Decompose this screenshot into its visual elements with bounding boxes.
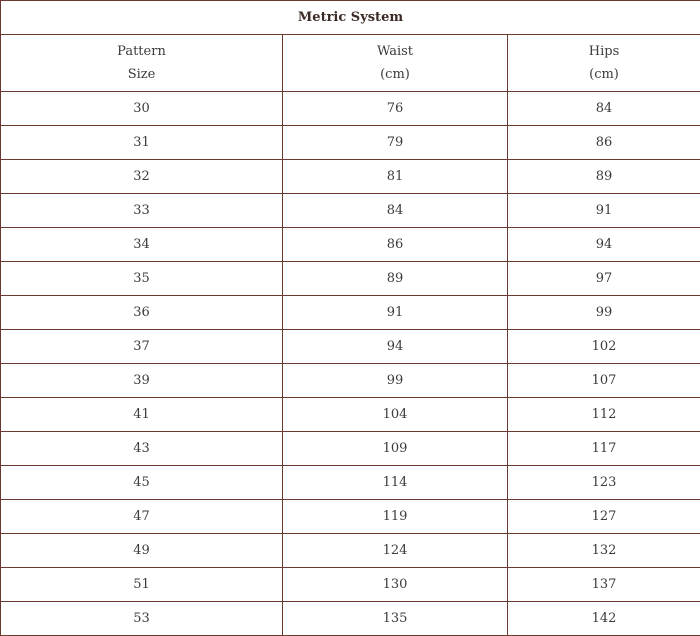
cell-hips: 89 [508,160,700,194]
cell-waist: 94 [283,330,508,364]
table-row [1,160,700,194]
cell-pattern-size: 47 [1,500,283,534]
cell-waist: 114 [283,466,508,500]
cell-waist: 84 [283,194,508,228]
cell-pattern-size: 37 [1,330,283,364]
table-body [1,92,700,636]
table-row [1,466,700,500]
table-row [1,432,700,466]
cell-hips: 94 [508,228,700,262]
table-row [1,602,700,636]
cell-hips: 137 [508,568,700,602]
cell-waist: 124 [283,534,508,568]
table-row [1,330,700,364]
cell-pattern-size: 36 [1,296,283,330]
cell-waist: 99 [283,364,508,398]
table-row [1,194,700,228]
cell-hips: 112 [508,398,700,432]
column-header-hips [508,35,700,92]
cell-pattern-size: 53 [1,602,283,636]
table-row [1,364,700,398]
header-line: Waist [376,44,414,59]
cell-pattern-size: 49 [1,534,283,568]
cell-waist: 81 [283,160,508,194]
cell-hips: 99 [508,296,700,330]
table-row [1,92,700,126]
cell-pattern-size: 41 [1,398,283,432]
cell-waist: 89 [283,262,508,296]
table-row [1,228,700,262]
cell-pattern-size: 45 [1,466,283,500]
cell-hips: 102 [508,330,700,364]
cell-hips: 123 [508,466,700,500]
cell-pattern-size: 51 [1,568,283,602]
cell-pattern-size: 33 [1,194,283,228]
table-title: Metric System [1,1,700,35]
column-header-waist [283,35,508,92]
cell-pattern-size: 34 [1,228,283,262]
cell-hips: 97 [508,262,700,296]
header-line: Size [127,67,156,82]
cell-waist: 76 [283,92,508,126]
cell-pattern-size: 35 [1,262,283,296]
cell-waist: 86 [283,228,508,262]
table-row [1,296,700,330]
cell-pattern-size: 31 [1,126,283,160]
cell-waist: 91 [283,296,508,330]
column-header-pattern-size [1,35,283,92]
cell-hips: 84 [508,92,700,126]
header-line: Pattern [117,44,166,59]
table-row [1,568,700,602]
cell-waist: 130 [283,568,508,602]
cell-pattern-size: 30 [1,92,283,126]
cell-hips: 86 [508,126,700,160]
cell-waist: 135 [283,602,508,636]
cell-pattern-size: 39 [1,364,283,398]
table-row [1,500,700,534]
cell-waist: 109 [283,432,508,466]
table-row [1,262,700,296]
cell-hips: 132 [508,534,700,568]
cell-pattern-size: 32 [1,160,283,194]
cell-hips: 91 [508,194,700,228]
header-line: Hips [588,44,620,59]
cell-hips: 127 [508,500,700,534]
cell-hips: 142 [508,602,700,636]
header-line: (cm) [589,67,619,82]
cell-hips: 107 [508,364,700,398]
table-row [1,534,700,568]
table-title-row [1,1,700,35]
column-header-row [1,35,700,92]
cell-hips: 117 [508,432,700,466]
table-row [1,398,700,432]
table-row [1,126,700,160]
cell-waist: 79 [283,126,508,160]
header-line: (cm) [380,67,410,82]
cell-waist: 104 [283,398,508,432]
cell-pattern-size: 43 [1,432,283,466]
cell-waist: 119 [283,500,508,534]
